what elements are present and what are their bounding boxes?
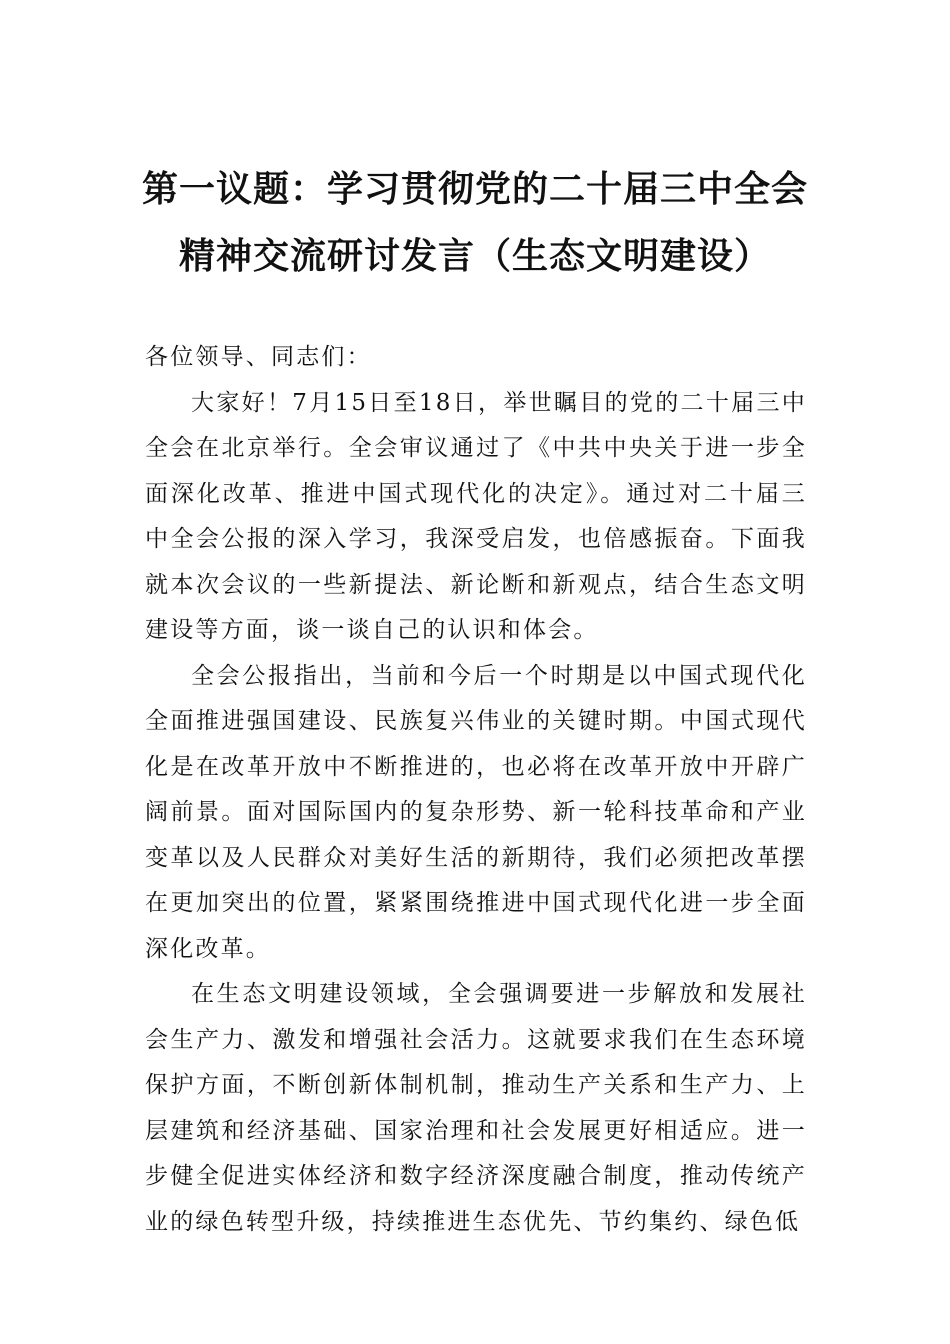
paragraph-2: 全会公报指出，当前和今后一个时期是以中国式现代化全面推进强国建设、民族复兴伟业的关键时期。中国式现代化是在改革开放中不断推进的，也必将在改革开放中开辟广阔前景。面对国际国内的复杂形势、新一轮科技革命和产业变革以及人民群众对美好生活的新期待，我们必须把改革摆在更加突出的位置，紧紧围绕推进中国式现代化进一步全面深化改革。 bbox=[145, 662, 807, 962]
paragraph-3: 在生态文明建设领域，全会强调要进一步解放和发展社会生产力、激发和增强社会活力。这就要求我们在生态环境保护方面，不断创新体制机制，推动生产关系和生产力、上层建筑和经济基础、国家治理和社会发展更好相适应。进一步健全促进实体经济和数字经济深度融合制度，推动传统产业的绿色转型升级，持续推进生态优先、节约集约、绿色低 bbox=[145, 981, 807, 1235]
paragraph-1: 大家好！7月15日至18日，举世瞩目的党的二十届三中全会在北京举行。全会审议通过了《中共中央关于进一步全面深化改革、推进中国式现代化的决定》。通过对二十届三中全会公报的深入学习，我深受启发，也倍感振奋。下面我就本次会议的一些新提法、新论断和新观点，结合生态文明建设等方面，谈一谈自己的认识和体会。 bbox=[145, 389, 807, 643]
document-title-line-2: 精神交流研讨发言（生态文明建设） bbox=[178, 236, 771, 277]
salutation: 各位领导、同志们： bbox=[145, 344, 372, 370]
document-title-line-1: 第一议题：学习贯彻党的二十届三中全会 bbox=[141, 169, 808, 210]
document-body bbox=[145, 335, 807, 1245]
